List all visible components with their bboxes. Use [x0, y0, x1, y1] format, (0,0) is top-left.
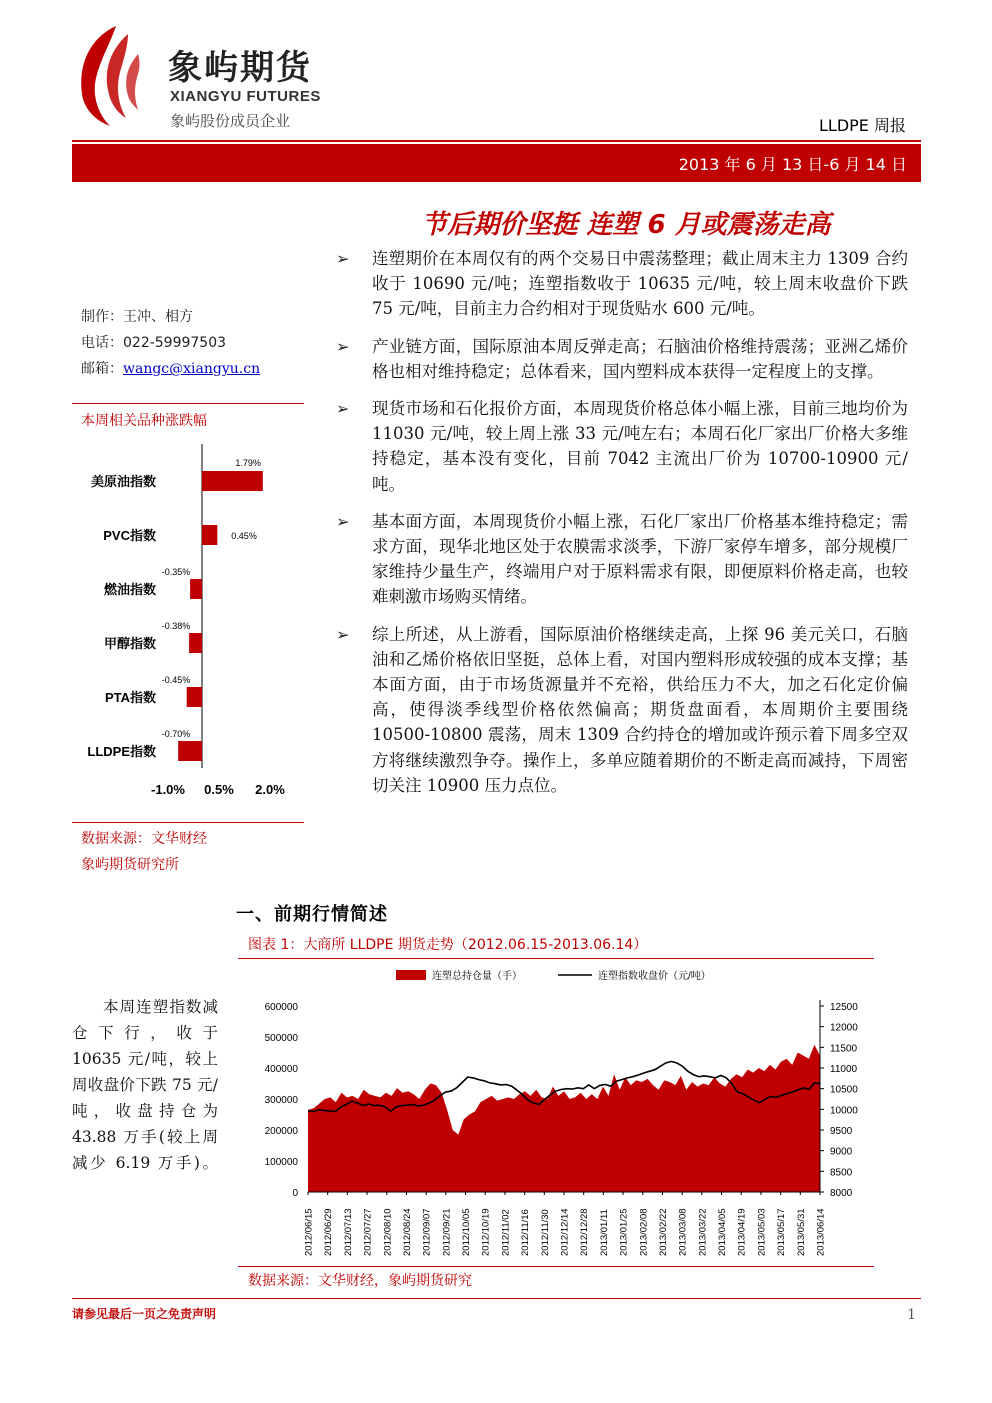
figure-source: 数据来源：文华财经，象屿期货研究	[248, 1273, 472, 1289]
figure-title: 图表 1：大商所 LLDPE 期货走势（2012.06.15-2013.06.14）	[248, 937, 648, 953]
x-tick-label: 2012/11/30	[539, 1209, 551, 1256]
bar-category-label: 美原油指数	[90, 474, 156, 489]
x-tick-label: 2013/05/17	[776, 1208, 788, 1256]
y-left-tick-label: 200000	[264, 1126, 298, 1137]
x-tick-label: 2013/02/22	[657, 1208, 669, 1256]
y-right-tick-label: 10000	[830, 1105, 858, 1117]
arrow-bullet-icon: ➢	[336, 511, 350, 531]
header-divider	[72, 140, 921, 142]
xiangyu-logo-icon	[72, 24, 156, 128]
x-tick-label: 2012/10/19	[480, 1208, 492, 1256]
bar	[190, 579, 202, 599]
y-right-tick-label: 9000	[830, 1146, 853, 1158]
bar	[178, 741, 202, 761]
section-title: 一、前期行情简述	[236, 904, 388, 925]
y-right-tick-label: 12000	[830, 1022, 858, 1034]
y-left-tick-label: 100000	[264, 1157, 298, 1168]
footer-divider	[72, 1298, 921, 1299]
x-tick-label: 2012/10/05	[461, 1208, 473, 1256]
phone-number: 022-59997503	[123, 335, 227, 351]
x-tick-label: 2013/01/25	[618, 1208, 630, 1256]
author-names: 王冲、相方	[123, 309, 193, 325]
figure-top-divider	[238, 958, 874, 959]
bar-value-label: 0.45%	[231, 531, 257, 541]
x-tick-label: 2012/11/02	[500, 1209, 512, 1256]
brand-name-en: XIANGYU FUTURES	[170, 88, 321, 105]
x-tick-label: 2012/08/24	[401, 1208, 413, 1256]
arrow-bullet-icon: ➢	[336, 624, 350, 644]
bar	[189, 633, 202, 653]
x-tick-label: 2013/05/03	[756, 1208, 768, 1256]
x-tick-label: 2012/07/27	[362, 1208, 374, 1256]
sidebar-source-2: 象屿期货研究所	[81, 857, 179, 873]
bar-category-label: 甲醇指数	[103, 636, 156, 651]
x-tick-label: 2013/04/19	[736, 1208, 748, 1256]
bar	[202, 471, 263, 491]
x-tick-label: 2013/03/08	[677, 1208, 689, 1256]
y-left-tick-label: 0	[292, 1188, 298, 1199]
bar-category-label: 燃油指数	[103, 582, 156, 597]
y-right-tick-label: 11000	[830, 1064, 858, 1075]
x-tick-label: 2012/07/13	[342, 1208, 354, 1256]
disclaimer-note: 请参见最后一页之免责声明	[72, 1307, 217, 1321]
x-tick-label: 2013/03/22	[697, 1208, 709, 1256]
brand-name-cn: 象屿期货	[168, 48, 312, 88]
bar	[187, 687, 202, 707]
phone-line: 电话：022-59997503	[81, 335, 227, 351]
x-tick-label: 2013/05/31	[795, 1208, 807, 1256]
y-left-tick-label: 400000	[264, 1064, 298, 1075]
report-type: LLDPE 周报	[819, 116, 906, 135]
open-interest-area	[308, 1045, 820, 1192]
figure-bottom-divider	[238, 1266, 874, 1267]
sidebar-divider	[72, 822, 304, 823]
section-side-text: 本周连塑指数减仓下行，收于 10635 元/吨，较上周收盘价下跌 75 元/吨，收盘持仓为 43.88 万手(较上周减少 6.19 万手)。	[72, 998, 218, 1172]
email-line: 邮箱：wangc@xiangyu.cn	[81, 361, 261, 377]
email-link[interactable]: wangc@xiangyu.cn	[123, 361, 261, 377]
bar-value-label: -0.70%	[161, 729, 191, 739]
bullet-item: ➢ 连塑期价在本周仅有的两个交易日中震荡整理；截止周末主力 1309 合约收于 10690 元/吨；连塑指数收于 10635 元/吨，较上周末收盘价下跌 75 元/吨，目前主力合约相对于现货贴水 600 元/吨。	[336, 246, 908, 322]
y-right-tick-label: 8500	[830, 1167, 853, 1179]
y-right-tick-label: 12500	[830, 1002, 858, 1013]
arrow-bullet-icon: ➢	[336, 399, 350, 419]
x-tick-label: 2012/09/21	[441, 1208, 453, 1256]
legend-area-label: 连塑总持仓量（手）	[432, 971, 522, 982]
x-tick-label: 2013/06/14	[815, 1208, 827, 1256]
sidebar-source-1: 数据来源：文华财经	[81, 831, 207, 847]
bar-value-label: 1.79%	[235, 458, 261, 468]
lldpe-futures-chart	[238, 962, 874, 1264]
x-tick-label: 2012/06/29	[323, 1208, 335, 1256]
legend-line-label: 连塑指数收盘价（元/吨）	[598, 971, 711, 982]
bullet-item: ➢ 基本面方面，本周现货价小幅上涨，石化厂家出厂价格基本维持稳定；需求方面，现华北地区处于农膜需求淡季，下游厂家停车增多，部分规模厂家维持少量生产，终端用户对于原料需求有限，即便原料价格走高，也较难刺激市场购买情绪。	[336, 509, 908, 610]
x-tick-label: 2012/09/07	[421, 1208, 433, 1256]
y-left-tick-label: 500000	[264, 1033, 298, 1044]
y-left-tick-label: 300000	[264, 1095, 298, 1106]
x-tick-label: 2012/08/10	[382, 1208, 394, 1256]
bar	[202, 525, 217, 545]
x-tick-label: 2012/06/15	[303, 1208, 315, 1256]
bar-category-label: LLDPE指数	[87, 744, 156, 759]
report-headline: 节后期价坚挺 连塑 6 月或震荡走高	[421, 210, 831, 240]
y-right-tick-label: 8000	[830, 1188, 853, 1199]
x-tick-label: 2012/12/14	[559, 1208, 571, 1256]
bar-x-tick-label: -1.0%	[151, 782, 185, 797]
x-tick-label: 2012/11/16	[520, 1209, 532, 1256]
y-left-tick-label: 600000	[264, 1002, 298, 1013]
x-tick-label: 2013/01/11	[598, 1209, 610, 1256]
x-tick-label: 2013/02/08	[638, 1208, 650, 1256]
y-right-tick-label: 10500	[830, 1084, 858, 1096]
bar-value-label: -0.45%	[161, 675, 191, 685]
legend-area-swatch	[396, 970, 426, 980]
bullet-item: ➢ 现货市场和石化报价方面，本周现货价格总体小幅上涨，目前三地均价为 11030 元/吨，较上周上涨 33 元/吨左右；本周石化厂家出厂价格大多维持稳定，基本没有变化，目前 7042 主流出厂价为 10700-10900 元/吨。	[336, 396, 908, 497]
bar-x-tick-label: 2.0%	[255, 782, 285, 797]
y-right-tick-label: 9500	[830, 1126, 853, 1137]
bar-value-label: -0.38%	[161, 621, 191, 631]
author-line: 制作：王冲、相方	[81, 309, 193, 325]
x-tick-label: 2012/12/28	[579, 1208, 591, 1256]
x-tick-label: 2013/04/05	[717, 1208, 729, 1256]
arrow-bullet-icon: ➢	[336, 249, 350, 268]
sidebar-chart-title: 本周相关品种涨跌幅	[81, 413, 207, 429]
bullet-item: ➢ 产业链方面，国际原油本周反弹走高；石脑油价格维持震荡；亚洲乙烯价格也相对维持稳定；总体看来，国内塑料成本获得一定程度上的支撑。	[336, 334, 908, 384]
page-number: 1	[907, 1307, 916, 1323]
arrow-bullet-icon: ➢	[336, 336, 350, 356]
brand-subtitle: 象屿股份成员企业	[170, 112, 291, 130]
y-right-tick-label: 11500	[830, 1043, 858, 1055]
date-banner	[72, 144, 921, 182]
bullet-item: ➢ 综上所述，从上游看，国际原油价格继续走高，上探 96 美元关口，石脑油和乙烯价格依旧坚挺，总体上看，对国内塑料形成较强的成本支撑；基本面方面，由于市场货源量并不充裕，供给压力不大，加之石化定价偏高，使得淡季线型价格依然偏高；期货盘面看，本周期价主要围绕 10500-10800 震荡，周末 1309 合约持仓的增加或许预示着下周多空双方将继续激烈争夺。操作上，多单应随着期价的不断走高而减持，下周密切关注 10900 压力点位。	[336, 622, 908, 798]
bar-x-tick-label: 0.5%	[204, 782, 234, 797]
bar-category-label: PTA指数	[104, 690, 156, 705]
date-range: 2013 年 6 月 13 日-6 月 14 日	[678, 155, 907, 174]
bar-category-label: PVC指数	[103, 528, 156, 543]
bar-value-label: -0.35%	[161, 567, 191, 577]
price-change-bar-chart	[72, 436, 304, 806]
sidebar-divider	[72, 403, 304, 404]
summary-bullets	[336, 246, 908, 810]
